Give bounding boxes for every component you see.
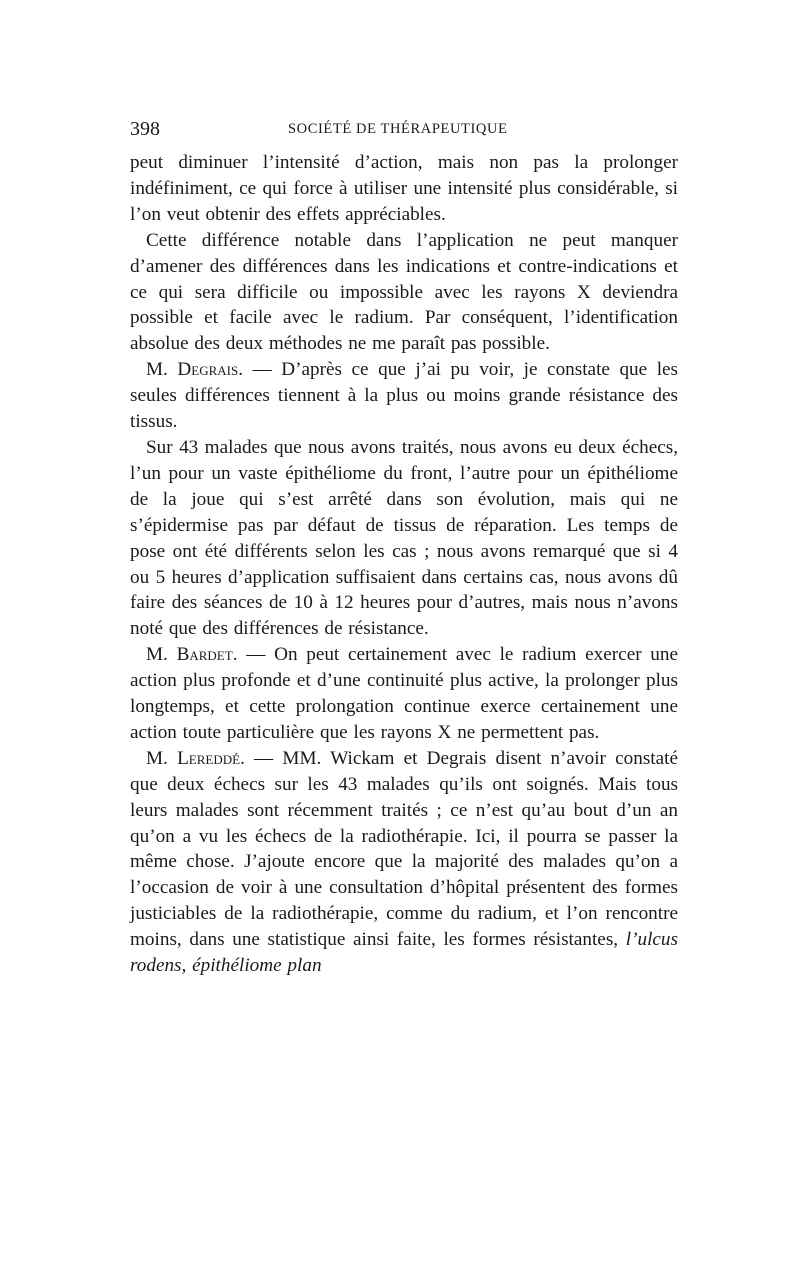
paragraph-bardet: [130, 642, 678, 746]
paragraph-degrais: [130, 357, 678, 435]
page-header: [130, 118, 678, 144]
speaker-name-leredde: Lereddé: [177, 747, 241, 769]
speaker-name-degrais: Degrais: [177, 359, 239, 381]
paragraph-text: . — On peut certainement avec le radium exercer une action plus profonde et d’une continuité plus active, la prolonger plus longtemps, et cette prolongation continue exerce certainement une action toute particulière que les rayons X ne permettent pas.: [130, 644, 679, 743]
page-number: 398: [130, 118, 160, 140]
paragraph-text: . — MM. Wickam et Degrais disent n’avoir constaté que deux échecs sur les 43 malades qu’ils ont soignés. Mais tous leurs malades sont récemment traités ; ce n’est qu’au bout d’un an qu’on a vu les échecs de la radiothérapie. Ici, il pourra se passer la même chose. J’ajoute encore que la majorité des malades qu’on a l’occasion de voir à une consultation d’hôpital présentent des formes justiciables de la radiothérapie, comme du radium, et l’on rencontre moins, dans une statistique ainsi faite, les formes résistantes,: [130, 747, 679, 951]
body-text: [130, 150, 678, 979]
italic-terms: l’ulcus rodens, épithéliome plan: [130, 929, 678, 977]
running-head: SOCIÉTÉ DE THÉRAPEUTIQUE: [288, 121, 508, 137]
paragraph-difference: Cette différence notable dans l’application ne peut manquer d’amener des différences dans les indications et contre-indications et ce qui sera difficile ou impossible avec les rayons X deviendra possible et facile avec le radium. Par conséquent, l’identification absolue des deux méthodes ne me paraît pas possible.: [130, 229, 678, 355]
paragraph-text: . — D’après ce que j’ai pu voir, je constate que les seules différences tiennent à la plus ou moins grande résistance des tissus.: [130, 359, 679, 433]
speaker-name-bardet: Bardet: [176, 644, 233, 666]
paragraph-continuation: peut diminuer l’intensité d’action, mais non pas la prolonger indéfiniment, ce qui force à utiliser une intensité plus considérable, si l’on veut obtenir des effets appréciables.: [130, 152, 678, 225]
paragraph-leredde: [130, 746, 678, 979]
speaker-prefix: M.: [146, 644, 177, 666]
book-page: [130, 118, 678, 979]
speaker-prefix: M.: [146, 747, 178, 769]
paragraph-results: Sur 43 malades que nous avons traités, nous avons eu deux échecs, l’un pour un vaste épithéliome du front, l’autre pour un épithéliome de la joue qui s’est arrêté dans son évolution, mais qui ne s’épidermise pas par défaut de tissus de réparation. Les temps de pose ont été différents selon les cas ; nous avons remarqué que si 4 ou 5 heures d’application suffisaient dans certains cas, nous avons dû faire des séances de 10 à 12 heures pour d’autres, mais nous n’avons noté que des différences de résistance.: [130, 436, 678, 640]
speaker-prefix: M.: [146, 359, 178, 381]
